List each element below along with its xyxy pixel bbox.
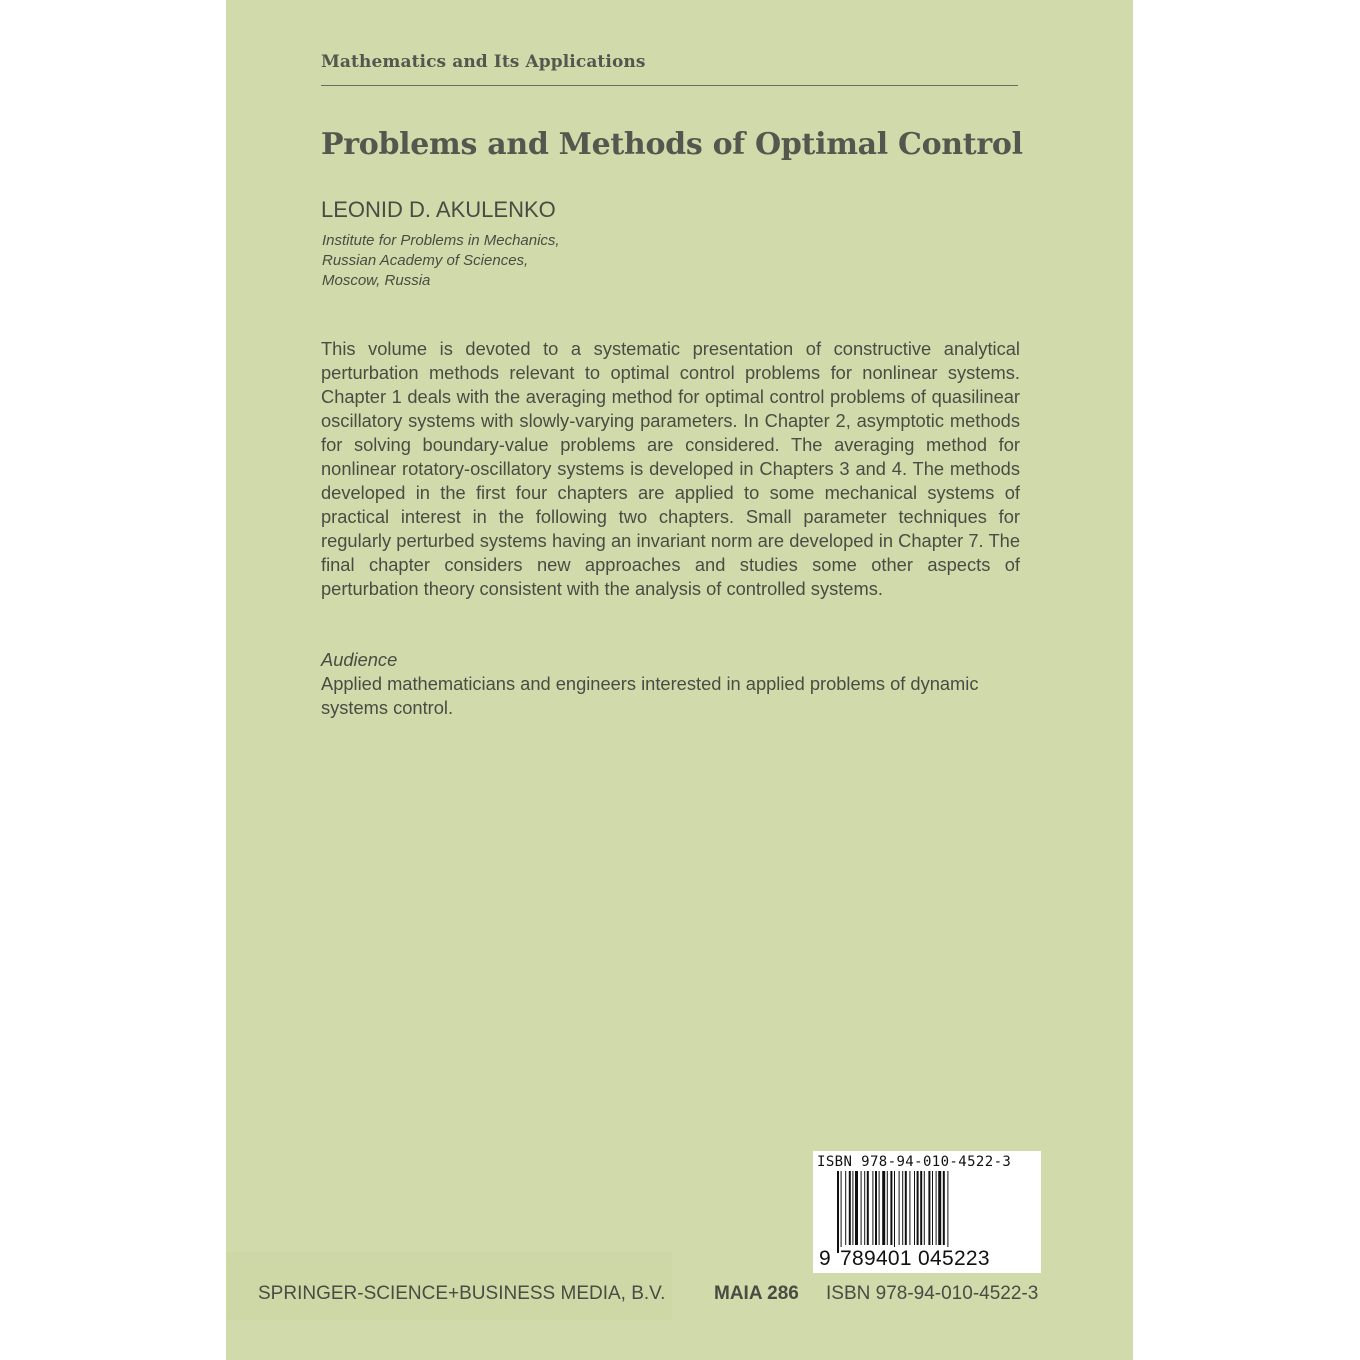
series-divider [321,85,1018,86]
publisher-name: SPRINGER-SCIENCE+BUSINESS MEDIA, B.V. [258,1283,666,1304]
affiliation-line: Moscow, Russia [322,272,431,289]
series-title: Mathematics and Its Applications [321,52,646,72]
barcode [813,1151,1041,1273]
affiliation-line: Institute for Problems in Mechanics, [322,232,560,249]
book-title: Problems and Methods of Optimal Control [321,127,1023,162]
affiliation-line: Russian Academy of Sciences, [322,252,529,269]
audience-heading: Audience [321,649,398,670]
book-description: This volume is devoted to a systematic presentation of constructive analytical perturbation methods relevant to optimal control problems for nonlinear systems. Chapter 1 deals with the averaging method for optimal control problems of quasilinear oscillatory systems with slowly-varying parameters. In Chapter 2, asymptotic methods for solving boundary-value problems are considered. The averaging method for nonlinear rotatory-oscillatory systems is developed in Chapters 3 and 4. The methods developed in the first four chapters are applied to some mechanical systems of practical interest in the following two chapters. Small parameter techniques for regularly perturbed systems having an invariant norm are developed in Chapter 7. The final chapter considers new approaches and studies some other aspects of perturbation theory consistent with the analysis of controlled systems. [321,338,1020,599]
author-affiliation [322,231,560,291]
barcode-digits: 789401 045223 [840,1247,990,1270]
series-number: MAIA 286 [714,1283,799,1304]
author-name: LEONID D. AKULENKO [321,197,556,222]
barcode-isbn-label: ISBN 978-94-010-4522-3 [817,1154,1012,1170]
back-cover [226,0,1133,1360]
audience-text: Applied mathematicians and engineers interested in applied problems of dynamic systems control. [321,673,979,718]
barcode-bars-icon [813,1171,1041,1253]
barcode-first-digit: 9 [819,1247,831,1270]
footer-isbn: ISBN 978-94-010-4522-3 [826,1283,1039,1304]
